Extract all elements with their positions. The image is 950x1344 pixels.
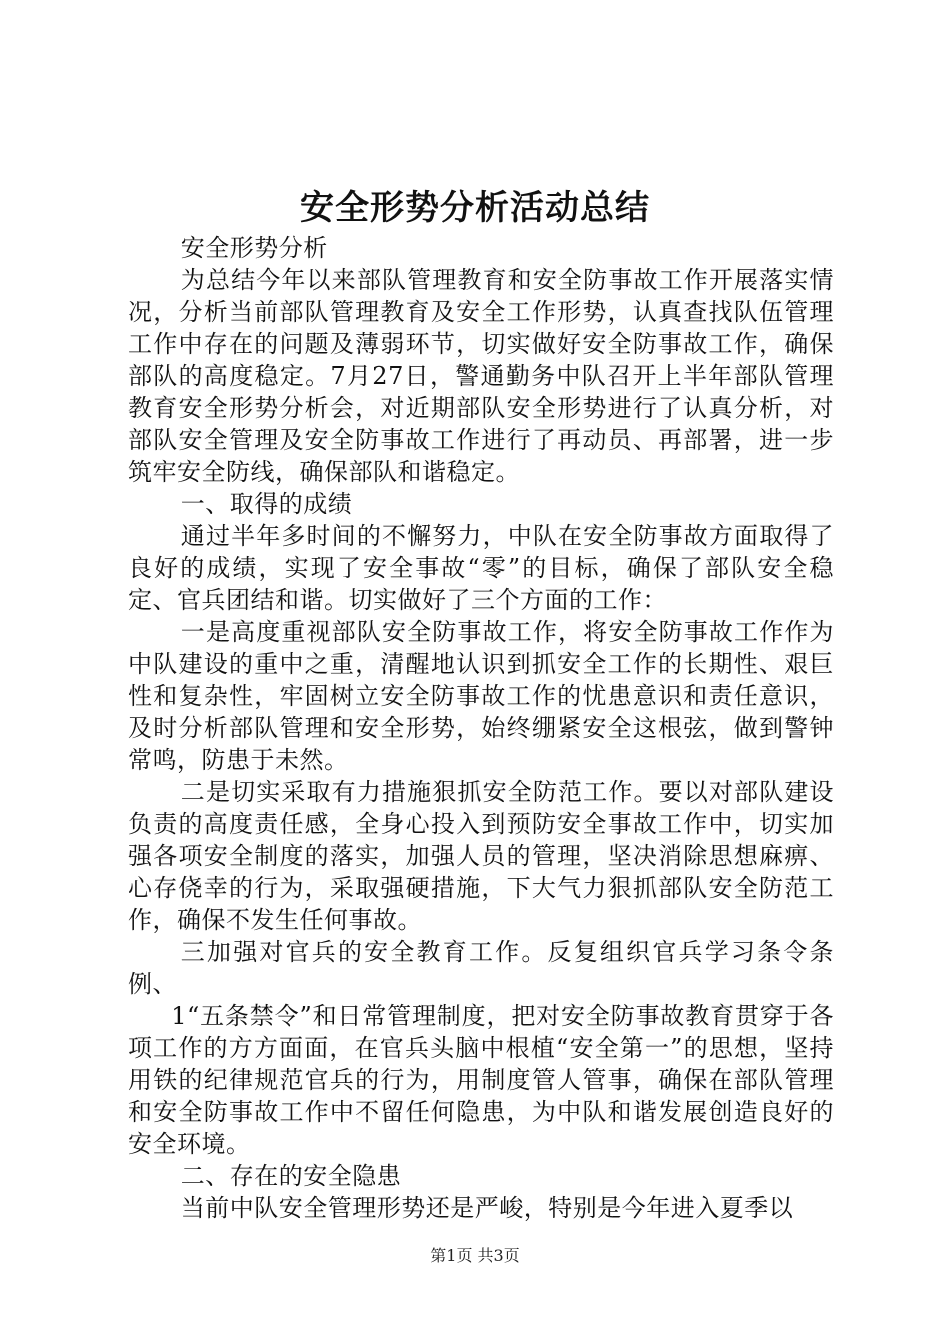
section-heading: 安全形势分析 (180, 234, 328, 262)
page-number-footer: 第1页 共3页 (430, 1246, 520, 1265)
body-paragraph: 一是高度重视部队安全防事故工作，将安全防事故工作作为中队建设的重中之重，清醒地认识到抓安全工作的长期性、艰巨性和复杂性，牢固树立安全防事故工作的忧患意识和责任意识，及时分析部队管理和安全形势，始终绷紧安全这根弦，做到警钟常鸣，防患于未然。 (128, 618, 834, 774)
body-paragraph: 二是切实采取有力措施狠抓安全防范工作。要以对部队建设负责的高度责任感，全身心投入到预防安全事故工作中，切实加强各项安全制度的落实，加强人员的管理，坚决消除思想麻痹、心存侥幸的行为，采取强硬措施，下大气力狠抓部队安全防范工作，确保不发生任何事故。 (128, 778, 834, 934)
section-heading: 二、存在的安全隐患 (180, 1162, 402, 1190)
section-heading: 一、取得的成绩 (180, 490, 353, 518)
body-paragraph: 三加强对官兵的安全教育工作。反复组织官兵学习条令条例、 (128, 938, 834, 998)
body-paragraph: 为总结今年以来部队管理教育和安全防事故工作开展落实情况，分析当前部队管理教育及安全工作形势，认真查找队伍管理工作中存在的问题及薄弱环节，切实做好安全防事故工作，确保部队的高度稳定。7月27日，警通勤务中队召开上半年部队管理教育安全形势分析会，对近期部队安全形势进行了认真分析，对部队安全管理及安全防事故工作进行了再动员、再部署，进一步筑牢安全防线，确保部队和谐稳定。 (128, 266, 834, 486)
body-paragraph: 通过半年多时间的不懈努力，中队在安全防事故方面取得了良好的成绩，实现了安全事故“零”的目标，确保了部队安全稳定、官兵团结和谐。切实做好了三个方面的工作： (128, 522, 834, 614)
body-paragraph: 当前中队安全管理形势还是严峻，特别是今年进入夏季以 (180, 1194, 794, 1222)
body-paragraph: 1“五条禁令”和日常管理制度，把对安全防事故教育贯穿于各项工作的方方面面，在官兵头脑中根植“安全第一”的思想，坚持用铁的纪律规范官兵的行为，用制度管人管事，确保在部队管理和安全防事故工作中不留任何隐患，为中队和谐发展创造良好的安全环境。 (128, 1002, 834, 1158)
document-title: 安全形势分析活动总结 (300, 188, 650, 228)
document-body (128, 232, 834, 1224)
